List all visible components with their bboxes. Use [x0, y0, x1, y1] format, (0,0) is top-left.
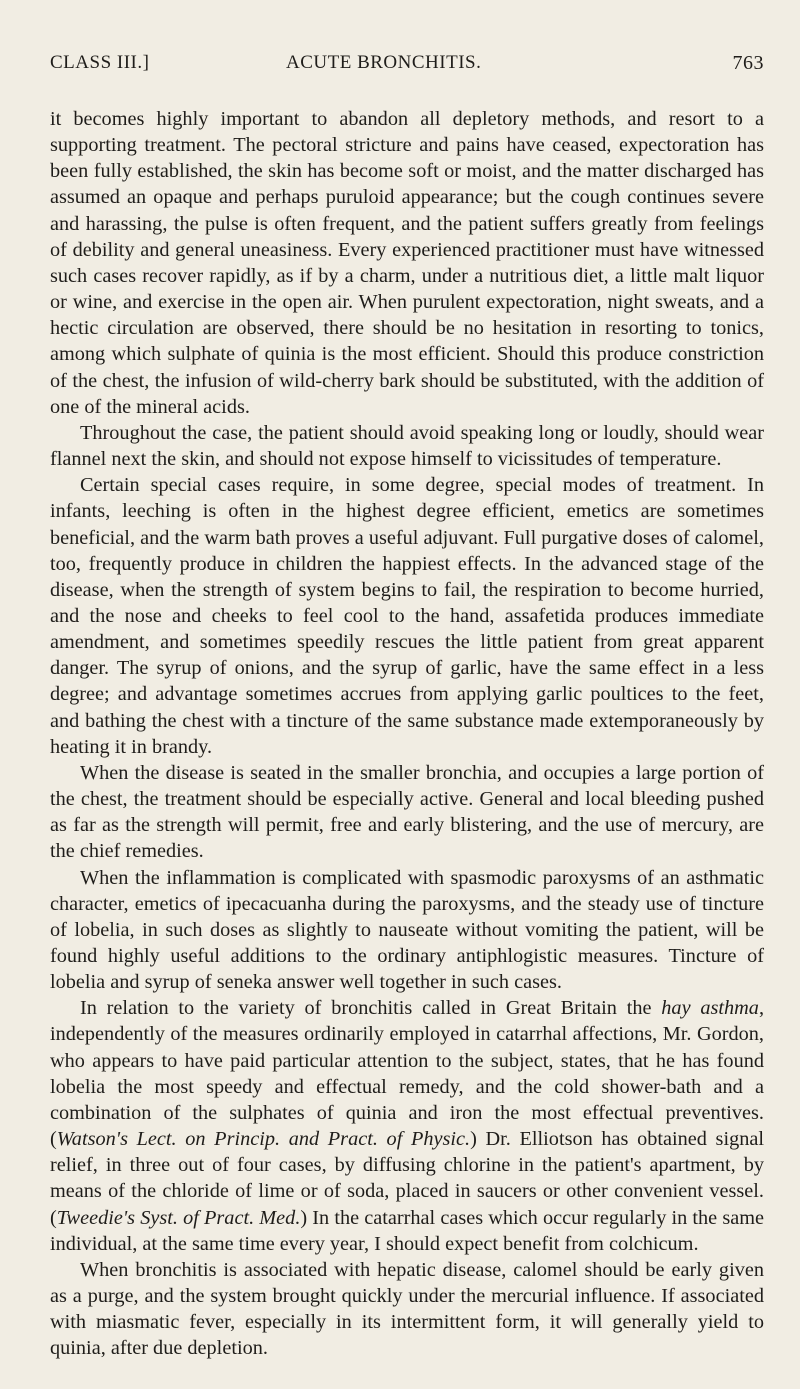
chapter-title: ACUTE BRONCHITIS. [286, 52, 482, 73]
class-label: CLASS III.] [50, 52, 150, 73]
p6-text-c: , independently of the measures ordinarily employed in catarrhal affections, Mr. Gordon, who appears to have paid particular attention to the subject, states, that he has found lobelia the most speedy and effectual remedy, and the cold shower-bath and a combination of the sulphates of quinia and iron the most effectual preventives. ( [50, 997, 765, 1151]
paragraph-3: Certain special cases require, in some degree, special modes of treatment. In infants, leeching is often in the highest degree efficient, emetics are sometimes beneficial, and the warm bath proves a useful adjuvant. Full purgative doses of calomel, too, frequently produce in children the happiest effects. In the advanced stage of the disease, when the strength of system begins to fail, the respiration to become hurried, and the nose and cheeks to feel cool to the hand, assafetida produces immediate amendment, and sometimes speedily rescues the little patient from great apparent danger. The syrup of onions, and the syrup of garlic, have the same effect in a less degree; and advantage sometimes accrues from applying garlic poultices to the feet, and bathing the chest with a tincture of the same substance made extemporaneously by heating it in brandy. [50, 474, 764, 758]
p6-citation-tweedie: Tweedie's Syst. of Pract. Med. [56, 1206, 301, 1229]
paragraph-7: When bronchitis is associated with hepatic disease, calomel should be early given as a purge, and the system brought quickly under the mercurial influence. If associated with miasmatic fever, especially in its intermittent form, it will generally yield to quinia, after due depletion. [50, 1258, 764, 1360]
p6-citation-watson: Watson's Lect. on Princip. and Pract. of Physic. [56, 1128, 471, 1151]
paragraph-4: When the disease is seated in the smaller bronchia, and occupies a large portion of the chest, the treatment should be especially active. General and local bleeding pushed as far as the strength will permit, free and early blistering, and the use of mercury, are the chief remedies. [50, 761, 764, 863]
p6-text-a: In relation to the variety of bronchitis called in Great Britain the [80, 997, 662, 1020]
paragraph-1: it becomes highly important to abandon all depletory methods, and resort to a supporting treatment. The pectoral stricture and pains have ceased, expectoration has been fully established, the skin has become soft or moist, and the matter discharged has assumed an opaque and perhaps puruloid appearance; but the cough continues severe and harassing, the pulse is often frequent, and the patient suffers greatly from feelings of debility and general uneasiness. Every experienced practitioner must have witnessed such cases recover rapidly, as if by a charm, under a nutritious diet, a little malt liquor or wine, and exercise in the open air. When purulent expectoration, night sweats, and a hectic circulation are observed, there should be no hesitation in resorting to tonics, among which sulphate of quinia is the most efficient. Should this produce constriction of the chest, the infusion of wild-cherry bark should be substituted, with the addition of one of the mineral acids. [50, 108, 764, 418]
page-number: 763 [732, 52, 764, 74]
p6-text-e: ) Dr. Elliotson has obtained signal relief, in three out of four cases, by diffusing chlorine in the patient's apartment, by means of the chloride of lime or of soda, placed in saucers or other convenient vessel. ( [50, 1128, 765, 1229]
paragraph-6 [50, 995, 764, 1257]
running-head [50, 52, 764, 82]
paragraph-2: Throughout the case, the patient should avoid speaking long or loudly, should wear flannel next the skin, and should not expose himself to vicissitudes of temperature. [50, 421, 764, 471]
paragraph-5: When the inflammation is complicated with spasmodic paroxysms of an asthmatic character, emetics of ipecacuanha during the paroxysms, and the steady use of tincture of lobelia, in such doses as slightly to nauseate without vomiting the patient, will be found highly useful additions to the ordinary antiphlogistic measures. Tincture of lobelia and syrup of seneka answer well together in such cases. [50, 866, 764, 994]
p6-text-g: ) In the catarrhal cases which occur regularly in the same individual, at the same time every year, I should expect benefit from colchicum. [50, 1206, 764, 1255]
body-text [50, 106, 764, 1362]
p6-term-hay-asthma: hay asthma [661, 997, 759, 1020]
